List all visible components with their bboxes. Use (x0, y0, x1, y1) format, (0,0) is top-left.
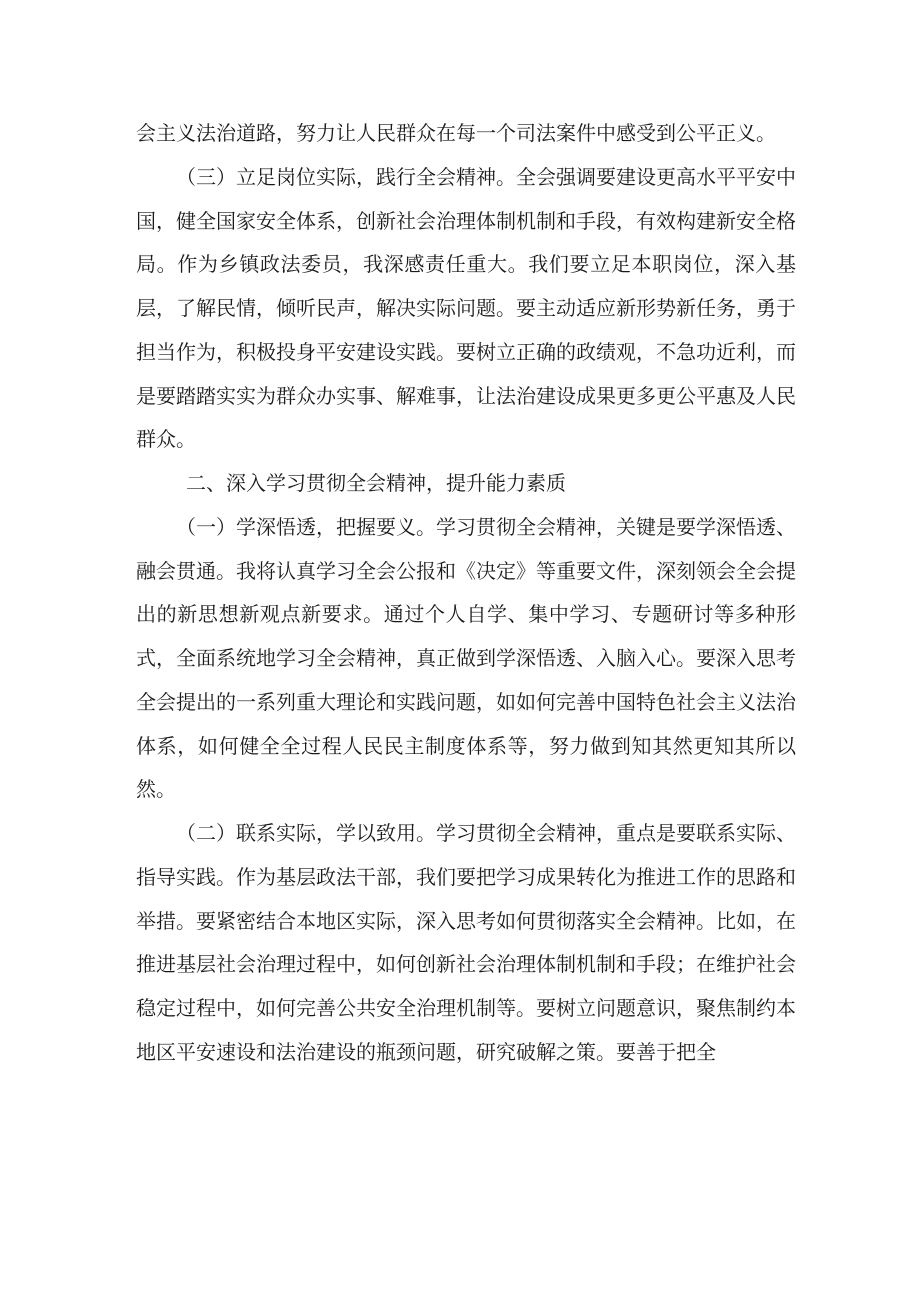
paragraph-section-one: （一）学深悟透，把握要义。学习贯彻全会精神，关键是要学深悟透、融会贯通。我将认真学习全会公报和《决定》等重要文件，深刻领会全会提出的新思想新观点新要求。通过个人自学、集中学习、专题研讨等多种形式，全面系统地学习全会精神，真正做到学深悟透、入脑入心。要深入思考全会提出的一系列重大理论和实践问题，如如何完善中国特色社会主义法治体系，如何健全全过程人民民主制度体系等，努力做到知其然更知其所以然。 (136, 514, 796, 802)
paragraph-section-two: （二）联系实际，学以致用。学习贯彻全会精神，重点是要联系实际、指导实践。作为基层政法干部，我们要把学习成果转化为推进工作的思路和举措。要紧密结合本地区实际，深入思考如何贯彻落实全会精神。比如，在推进基层社会治理过程中，如何创新社会治理体制机制和手段；在维护社会稳定过程中，如何完善公共安全治理机制等。要树立问题意识，聚焦制约本地区平安速设和法治建设的瓶颈问题，研究破解之策。要善于把全 (136, 821, 796, 1064)
document-body (136, 112, 796, 1075)
paragraph-continuation: 会主义法治道路，努力让人民群众在每一个司法案件中感受到公平正义。 (136, 121, 776, 145)
paragraph-section-three: （三）立足岗位实际，践行全会精神。全会强调要建设更高水平平安中国，健全国家安全体系，创新社会治理体制机制和手段，有效构建新安全格局。作为乡镇政法委员，我深感责任重大。我们要立足本职岗位，深入基层，了解民情，倾听民声，解决实际问题。要主动适应新形势新任务，勇于担当作为，积极投身平安建设实践。要树立正确的政绩观，不急功近利，而是要踏踏实实为群众办实事、解难事，让法治建设成果更多更公平惠及人民群众。 (136, 164, 796, 452)
section-heading-two: 二、深入学习贯彻全会精神，提升能力素质 (186, 471, 566, 495)
